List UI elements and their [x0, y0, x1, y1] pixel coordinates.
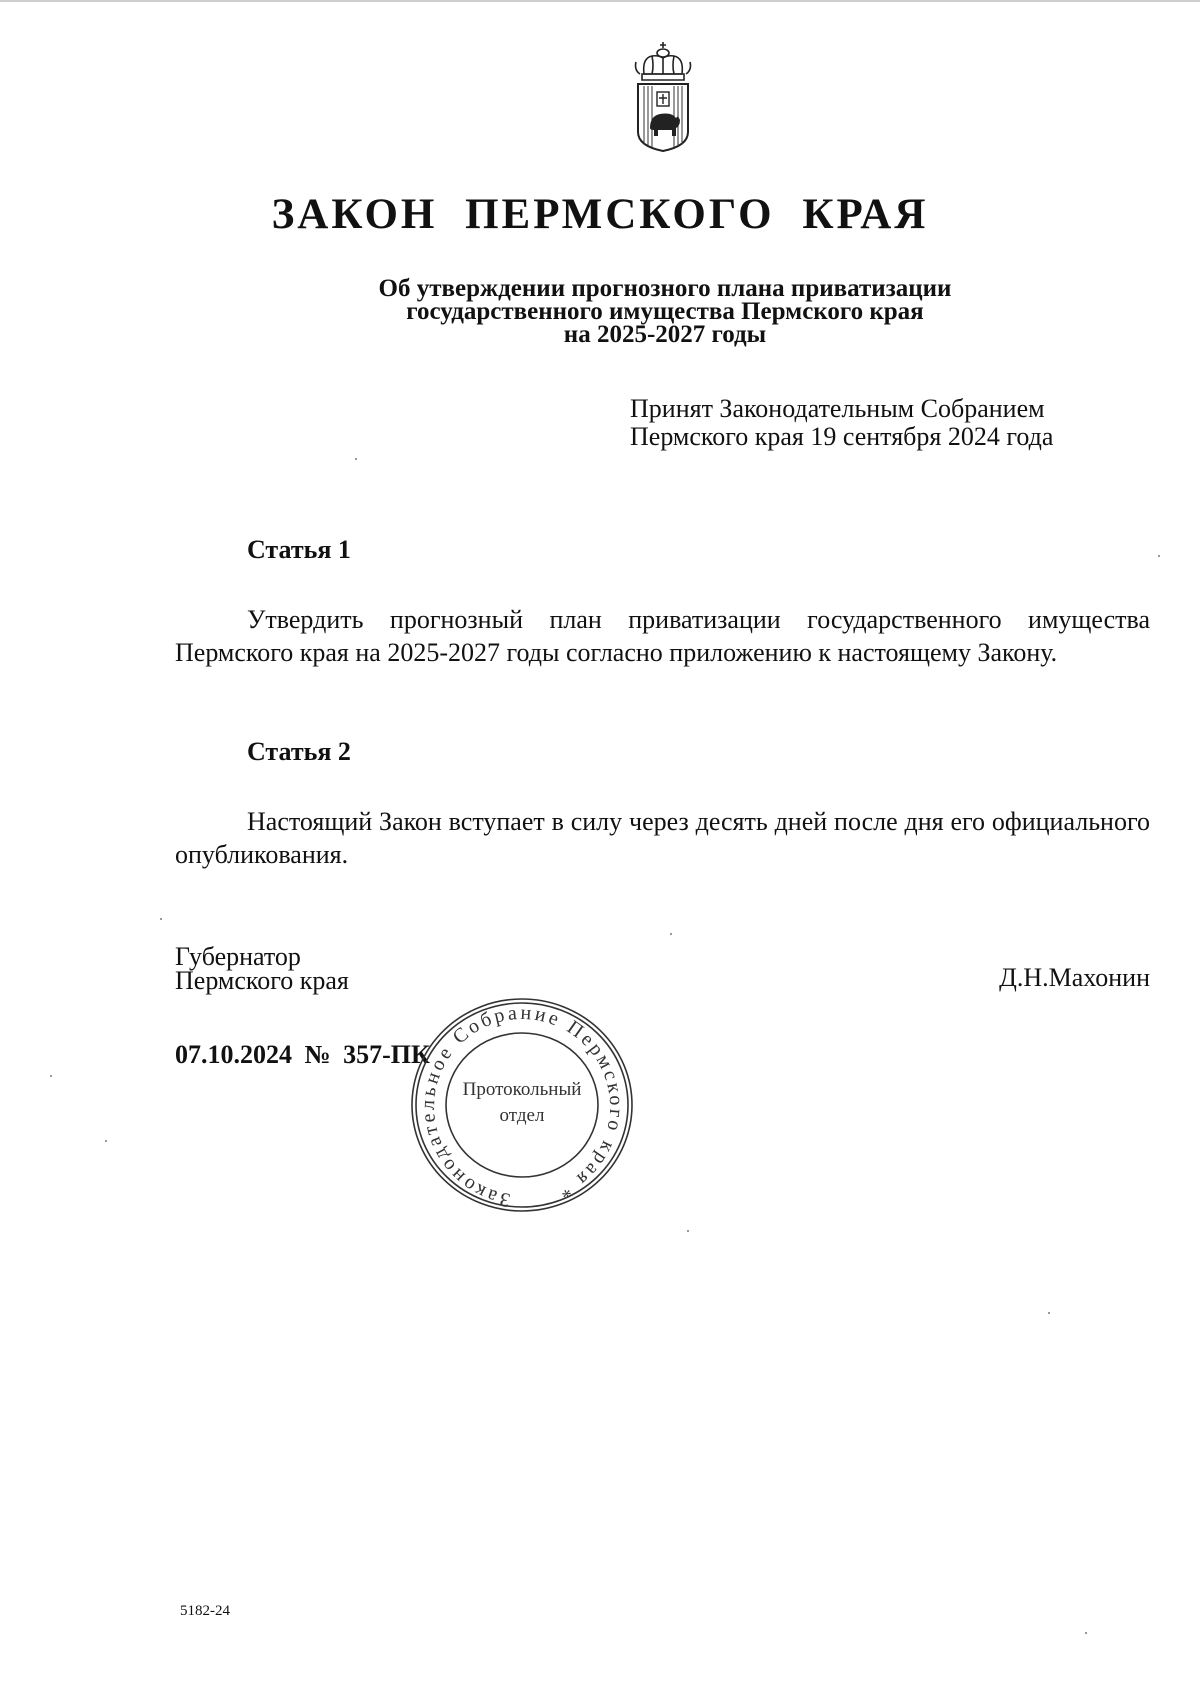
scan-speck: [105, 1140, 107, 1142]
perm-krai-coat-of-arms-icon: [630, 40, 696, 152]
adoption-line: Принят Законодательным Собранием: [630, 394, 1045, 423]
scan-speck: [355, 458, 357, 460]
protocol-department-stamp: [410, 995, 635, 1215]
scan-speck: [1085, 1632, 1087, 1634]
scan-edge: [0, 0, 1200, 2]
document-code: 5182-24: [180, 1603, 230, 1619]
stamp-center-line: Протокольный: [462, 1079, 582, 1100]
law-subtitle: [270, 277, 1060, 346]
article-2-text: Настоящий Закон вступает в силу через десять дней после дня его официального опубликования.: [175, 807, 1150, 869]
governor-name: Д.Н.Махонин: [999, 963, 1150, 992]
scan-speck: [1048, 1312, 1050, 1314]
article-2-heading: Статья 2: [247, 737, 351, 766]
adoption-line: Пермского края 19 сентября 2024 года: [630, 422, 1054, 451]
stamp-ring-text: Законодательное Собрание Пермского края *: [416, 1001, 628, 1212]
subtitle-line: Об утверждении прогнозного плана приватизации: [378, 275, 952, 302]
stamp-center-line: отдел: [499, 1105, 545, 1126]
adoption-note: [630, 395, 1150, 451]
subtitle-line: государственного имущества Пермского края: [406, 298, 924, 325]
signatory-position: [175, 942, 349, 995]
scan-speck: [687, 1230, 689, 1232]
scan-speck: [50, 1075, 52, 1077]
scan-speck: [160, 918, 162, 920]
scan-speck: [1158, 555, 1160, 557]
scan-speck: [670, 933, 672, 935]
law-title: ЗАКОН ПЕРМСКОГО КРАЯ: [271, 191, 929, 238]
subtitle-line: на 2025-2027 годы: [563, 321, 767, 348]
signatory-line: Губернатор: [175, 942, 301, 971]
article-1-heading: Статья 1: [247, 535, 351, 564]
signatory-line: Пермского края: [175, 966, 349, 995]
law-date-number: 07.10.2024 № 357-ПК: [175, 1040, 430, 1069]
article-1-text: Утвердить прогнозный план приватизации государственного имущества Пермского края на 2025-2027 годы согласно приложению к настоящему Закону.: [175, 605, 1150, 667]
